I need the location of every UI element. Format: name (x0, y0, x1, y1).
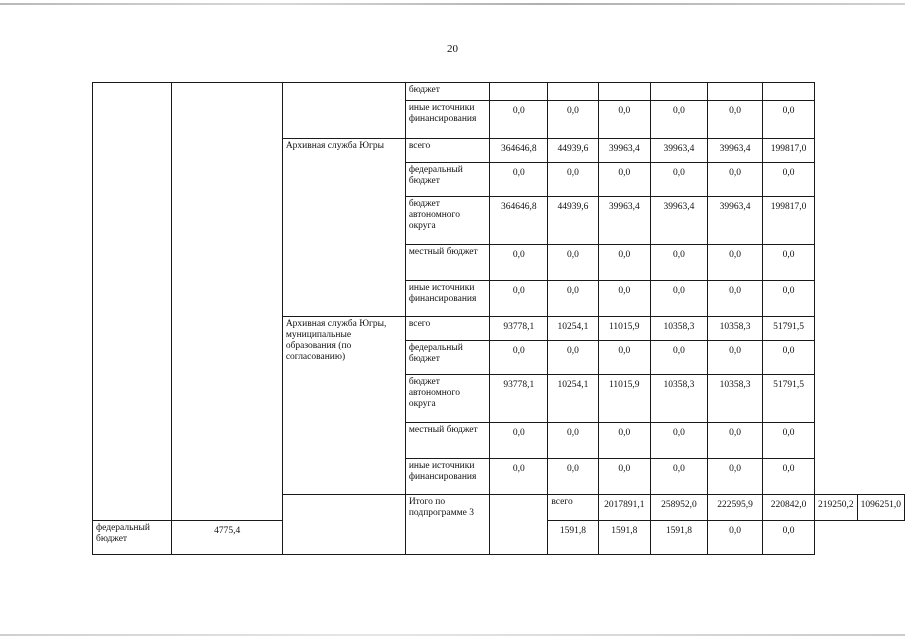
value-cell: 0,0 (707, 459, 762, 495)
value-cell: 51791,5 (763, 375, 815, 423)
value-cell: 1096251,0 (857, 495, 904, 521)
value-cell: 0,0 (707, 163, 762, 197)
executor-label: Архивная служба Югры, муниципальные образования (по согласованию) (282, 317, 405, 495)
source-label: всего (405, 139, 490, 163)
number-cell (282, 495, 405, 555)
value-cell: 199817,0 (763, 139, 815, 163)
scan-edge-bottom (0, 634, 905, 636)
value-cell: 0,0 (707, 423, 762, 459)
value-cell: 0,0 (707, 245, 762, 281)
value-cell: 0,0 (650, 341, 707, 375)
value-cell: 0,0 (707, 521, 762, 555)
source-label: всего (548, 495, 598, 521)
value-cell: 220842,0 (763, 495, 815, 521)
value-cell: 0,0 (763, 245, 815, 281)
number-cell (93, 83, 172, 521)
executor-cell (282, 83, 405, 139)
value-cell: 0,0 (548, 281, 598, 317)
value-cell (548, 83, 598, 101)
value-cell: 0,0 (490, 163, 548, 197)
value-cell: 10358,3 (707, 375, 762, 423)
value-cell: 0,0 (650, 281, 707, 317)
value-cell: 0,0 (490, 281, 548, 317)
page-number: 20 (447, 43, 458, 55)
value-cell: 0,0 (763, 341, 815, 375)
value-cell: 199817,0 (763, 197, 815, 245)
value-cell: 0,0 (650, 423, 707, 459)
value-cell: 10358,3 (650, 375, 707, 423)
value-cell: 0,0 (763, 521, 815, 555)
value-cell: 0,0 (598, 341, 650, 375)
value-cell: 0,0 (598, 423, 650, 459)
value-cell: 39963,4 (707, 197, 762, 245)
value-cell: 0,0 (548, 459, 598, 495)
value-cell: 10358,3 (650, 317, 707, 341)
total-title: Итого по подпрограмме 3 (405, 495, 490, 555)
value-cell: 0,0 (548, 423, 598, 459)
value-cell: 0,0 (650, 101, 707, 139)
value-cell: 1591,8 (598, 521, 650, 555)
source-label: бюджет (405, 83, 490, 101)
value-cell: 0,0 (763, 281, 815, 317)
value-cell: 44939,6 (548, 197, 598, 245)
value-cell: 0,0 (548, 163, 598, 197)
source-label: федеральный бюджет (405, 341, 490, 375)
value-cell: 0,0 (490, 459, 548, 495)
source-label: бюджет автономного округа (405, 197, 490, 245)
value-cell: 0,0 (650, 245, 707, 281)
executor-label: Архивная служба Югры (282, 139, 405, 317)
value-cell: 44939,6 (548, 139, 598, 163)
value-cell: 1591,8 (650, 521, 707, 555)
measure-cell (172, 83, 282, 521)
value-cell: 0,0 (598, 245, 650, 281)
value-cell: 219250,2 (815, 495, 858, 521)
value-cell: 364646,8 (490, 197, 548, 245)
value-cell: 0,0 (707, 281, 762, 317)
source-label: иные источники финансирования (405, 101, 490, 139)
source-label: иные источники финансирования (405, 281, 490, 317)
value-cell: 0,0 (650, 459, 707, 495)
value-cell: 51791,5 (763, 317, 815, 341)
executor-cell (490, 495, 548, 555)
source-label: бюджет автономного округа (405, 375, 490, 423)
value-cell: 0,0 (490, 423, 548, 459)
source-label: федеральный бюджет (93, 521, 172, 555)
value-cell: 0,0 (490, 341, 548, 375)
value-cell: 0,0 (707, 101, 762, 139)
value-cell: 0,0 (598, 101, 650, 139)
value-cell: 364646,8 (490, 139, 548, 163)
value-cell: 39963,4 (650, 197, 707, 245)
value-cell: 10358,3 (707, 317, 762, 341)
scan-edge-top (0, 3, 905, 5)
value-cell: 39963,4 (707, 139, 762, 163)
value-cell: 0,0 (548, 245, 598, 281)
budget-table (92, 82, 905, 555)
value-cell: 1591,8 (548, 521, 598, 555)
value-cell (707, 83, 762, 101)
value-cell: 258952,0 (650, 495, 707, 521)
value-cell: 10254,1 (548, 375, 598, 423)
value-cell: 39963,4 (650, 139, 707, 163)
value-cell: 0,0 (763, 163, 815, 197)
value-cell (598, 83, 650, 101)
value-cell (763, 83, 815, 101)
value-cell: 11015,9 (598, 375, 650, 423)
value-cell: 0,0 (490, 101, 548, 139)
value-cell: 0,0 (598, 281, 650, 317)
value-cell: 0,0 (490, 245, 548, 281)
source-label: всего (405, 317, 490, 341)
value-cell: 0,0 (763, 459, 815, 495)
source-label: местный бюджет (405, 245, 490, 281)
value-cell: 0,0 (548, 341, 598, 375)
table-row (93, 83, 905, 101)
source-label: иные источники финансирования (405, 459, 490, 495)
value-cell: 39963,4 (598, 139, 650, 163)
value-cell: 0,0 (763, 101, 815, 139)
value-cell: 2017891,1 (598, 495, 650, 521)
value-cell: 4775,4 (172, 521, 282, 555)
value-cell: 93778,1 (490, 375, 548, 423)
source-label: федеральный бюджет (405, 163, 490, 197)
value-cell: 0,0 (548, 101, 598, 139)
source-label: местный бюджет (405, 423, 490, 459)
value-cell (490, 83, 548, 101)
value-cell: 0,0 (650, 163, 707, 197)
value-cell: 0,0 (707, 341, 762, 375)
value-cell: 222595,9 (707, 495, 762, 521)
value-cell: 39963,4 (598, 197, 650, 245)
value-cell: 0,0 (598, 459, 650, 495)
value-cell: 0,0 (598, 163, 650, 197)
value-cell: 10254,1 (548, 317, 598, 341)
value-cell: 0,0 (763, 423, 815, 459)
value-cell: 11015,9 (598, 317, 650, 341)
value-cell: 93778,1 (490, 317, 548, 341)
value-cell (650, 83, 707, 101)
